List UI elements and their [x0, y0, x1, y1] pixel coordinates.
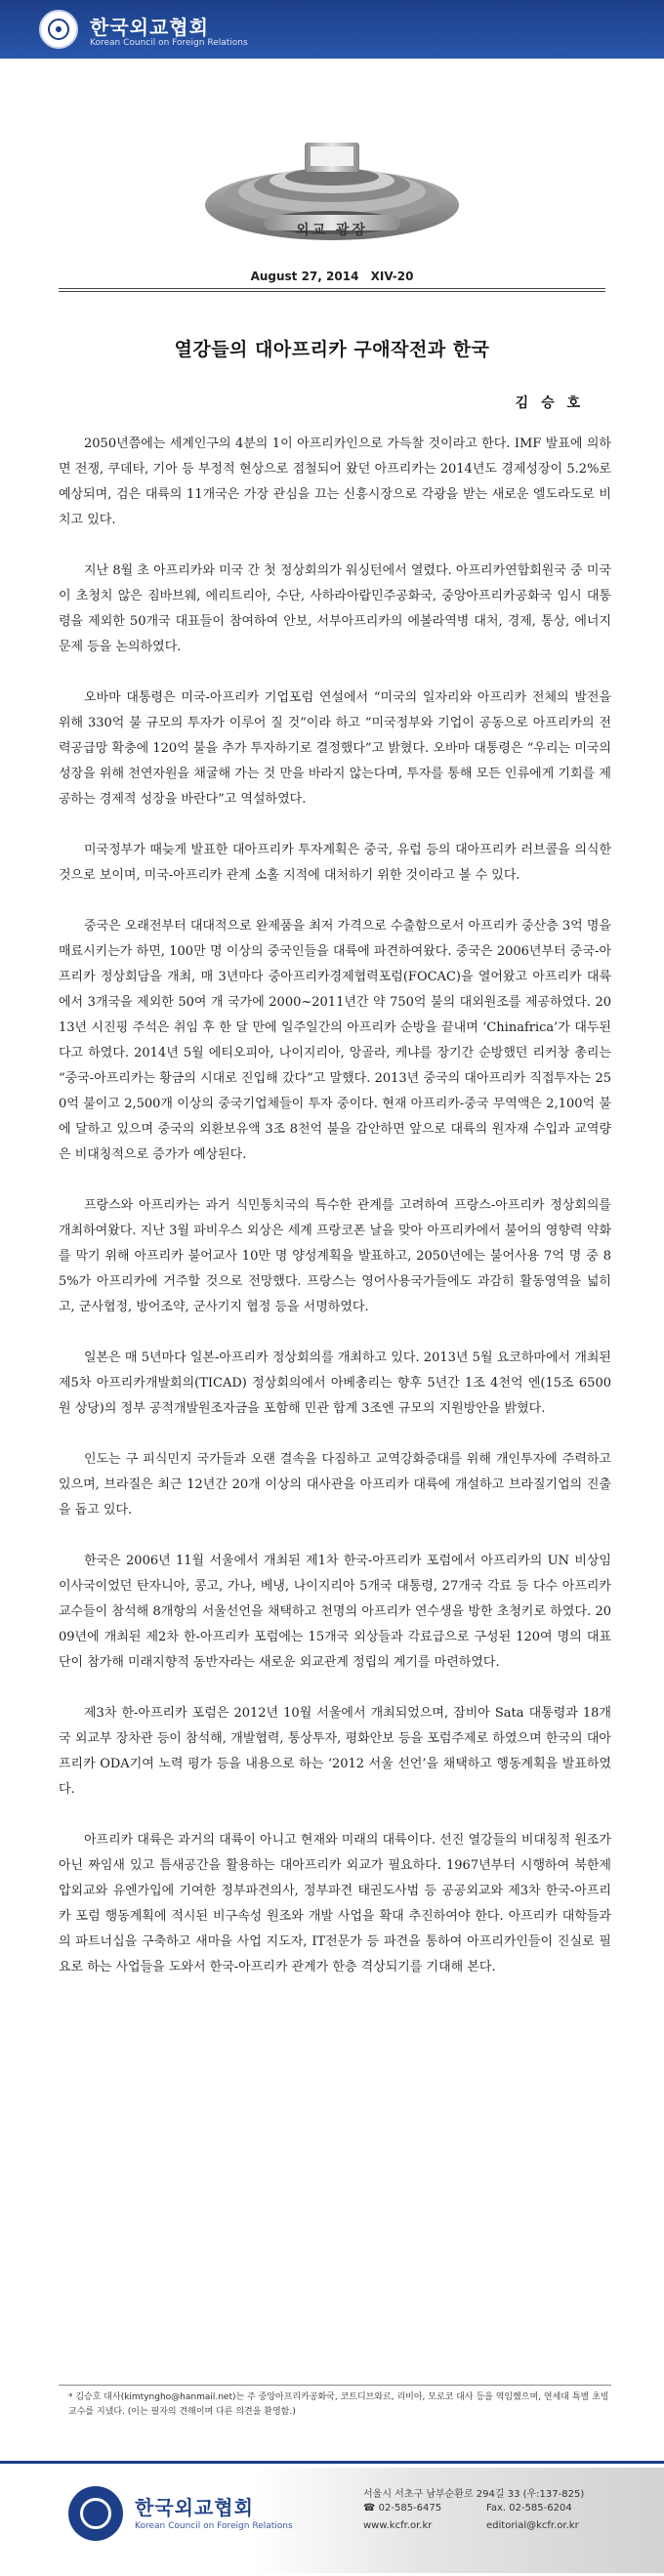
footer-fax: Fax. 02-585-6204: [486, 2503, 572, 2514]
author-name: 김 승 호: [515, 395, 584, 411]
footer-org-name-en: Korean Council on Foreign Relations: [135, 2521, 293, 2531]
org-name-en: Korean Council on Foreign Relations: [90, 38, 248, 48]
paragraph: 아프리카 대륙은 과거의 대륙이 아니고 현재와 미래의 대륙이다. 선진 열강들의 비대칭적 원조가 아닌 짜임새 있고 틈새공간을 활용하는 대아프리카 외교가 필요하다. 1967년부터 시행하여 북한제압외교와 유엔가입에 기여한 정부파견의사, 정부파견 태권도사범 등 공공외교와 제3차 한국-아프리카 포럼 행동계획에 적시된 비구속성 원조와 개발 사업을 확대 추진하여야 한다. 아프리카 대학들과의 파트너십을 구축하고 새마을 사업 지도자, IT전문가 등 파견을 통하여 아프리카인들이 진실로 필요로 하는 사업들을 도와서 한국-아프리카 관계가 한층 격상되기를 기대해 본다.: [59, 1833, 611, 1974]
divider: [59, 291, 605, 292]
issue-line: [0, 270, 664, 283]
footer-website-link[interactable]: www.kcfr.or.kr: [363, 2520, 433, 2531]
article-body: [59, 432, 611, 2006]
footer-org-seal-icon: [68, 2486, 123, 2541]
paragraph: 프랑스와 아프리카는 과거 식민통치국의 특수한 관계를 고려하여 프랑스-아프리카 정상회의를 개최하여왔다. 지난 3월 파비우스 외상은 세계 프랑코폰 날을 맞아 아프리카에서 불어의 영향력 약화를 막기 위해 아프리카 불어교사 10만 명 양성계획을 발표하고, 2050년에는 불어사용 7억 명 중 85%가 아프리카에 거주할 것으로 전망했다. 프랑스는 영어사용국가들에도 과감히 활동영역을 넓히고, 군사협정, 방어조약, 군사기지 협정 등을 서명하였다.: [59, 1198, 611, 1314]
paragraph: 오바마 대통령은 미국-아프리카 기업포럼 연설에서 “미국의 일자리와 아프리카 전체의 발전을 위해 330억 불 규모의 투자가 이루어 질 것”이라 하고 “미국정부와 기업이 공동으로 아프리카의 전력공급망 확충에 120억 불을 추가 투자하기로 결정했다”고 밝혔다. 오바마 대통령은 “우리는 미국의 성장을 위해 천연자원을 채굴해 가는 것 만을 바라지 않는다며, 투자를 통해 모든 인류에게 기회를 제공하는 경제적 성장을 바란다”고 역설하였다.: [59, 690, 611, 807]
paragraph: 미국정부가 때늦게 발표한 대아프리카 투자계획은 중국, 유럽 등의 대아프리카 러브콜을 의식한 것으로 보이며, 미국-아프리카 관계 소홀 지적에 대처하기 위한 것이라고 볼 수 있다.: [59, 843, 611, 883]
divider: [59, 2385, 611, 2386]
footer-email-link[interactable]: editorial@kcfr.or.kr: [486, 2520, 579, 2531]
paragraph: 한국은 2006년 11월 서울에서 개최된 제1차 한국-아프리카 포럼에서 아프리카의 UN 비상임이사국이었던 탄자니아, 콩고, 가나, 베냉, 나이지리아 5개국 대통령, 27개국 각료 등 다수 아프리카 교수들이 참석해 8개항의 서울선언을 채택하고 천명의 아프리카 연수생을 방한 초청키로 하였다. 2009년에 개최된 제2차 한-아프리카 포럼에는 15개국 외상들과 각료급으로 구성된 120여 명의 대표단이 참가해 미래지향적 동반자라는 새로운 외교관계 정립의 계기를 마련하였다.: [59, 1554, 611, 1670]
paragraph: 일본은 매 5년마다 일본-아프리카 정상회의를 개최하고 있다. 2013년 5월 요코하마에서 개최된 제5차 아프리카개발회의(TICAD) 정상회의에서 아베총리는 향후 5년간 1조 4천억 엔(15조 6500원 상당)의 정부 공적개발원조자금을 포함해 민관 합계 3조엔 규모의 지원방안을 밝혔다.: [59, 1350, 611, 1416]
divider: [59, 288, 605, 289]
paragraph: 지난 8월 초 아프리카와 미국 간 첫 정상회의가 워싱턴에서 열렸다. 아프리카연합회원국 중 미국이 초청치 않은 짐바브웨, 에리트리아, 수단, 사하라아랍민주공화국, 중앙아프리카공화국 임시 대통령을 제외한 50개국 대표들이 참여하여 안보, 서부아프리카의 에볼라역병 대처, 경제, 통상, 에너지 문제 등을 논의하였다.: [59, 563, 611, 654]
paragraph: 2050년쯤에는 세계인구의 4분의 1이 아프리카인으로 가득찰 것이라고 한다. IMF 발표에 의하면 전쟁, 쿠데타, 기아 등 부정적 현상으로 점철되어 왔던 아프리카는 2014년도 경제성장이 5.2%로 예상되며, 검은 대륙의 11개국은 가장 관심을 끄는 신흥시장으로 각광을 받는 새로운 엘도라도로 비치고 있다.: [59, 436, 611, 527]
column-title: 외교 광장: [296, 223, 368, 238]
paragraph: 중국은 오래전부터 대대적으로 완제품을 최저 가격으로 수출함으로서 아프리카 중산층 3억 명을 매료시키는가 하면, 100만 명 이상의 중국인들을 대륙에 파견하여왔다. 중국은 2006년부터 중국-아프리카 정상회담을 개최, 매 3년마다 중아프리카경제협력포럼(FOCAC)을 열어왔고 아프리카 대륙에서 3개국을 제외한 50여 개 국가에 2000~2011년간 약 750억 불의 대외원조를 제공하였다. 2013년 시진핑 주석은 취임 후 한 달 만에 일주일간의 아프리카 순방을 끝내며 ‘Chinafrica’가 대두된다고 하였다. 2014년 5월 에티오피아, 나이지리아, 앙골라, 케냐를 장기간 순방했던 리커창 총리는 “중국-아프리카는 황금의 시대로 진입해 갔다”고 말했다. 2013년 중국의 대아프리카 직접투자는 250억 불이고 2,500개 이상의 중국기업체들이 투자 중이다. 현재 아프리카-중국 무역액은 2,100억 불에 달하고 있으며 중국의 외환보유액 3조 8천억 불을 감안하면 앞으로 대륙의 원자재 수입과 교역량은 비대칭적으로 증가가 예상된다.: [59, 919, 611, 1162]
paragraph: 제3차 한-아프리카 포럼은 2012년 10월 서울에서 개최되었으며, 잠비아 Sata 대통령과 18개국 외교부 장차관 등이 참석해, 개발협력, 통상투자, 평화안보 등을 포럼주제로 하였으며 한국의 대아프리카 ODA기여 노력 평가 등을 내용으로 하는 ‘2012 서울 선언’을 채택하고 행동계획을 발표하였다.: [59, 1706, 611, 1797]
footer-org-name-ko: 한국외교협회: [135, 2496, 254, 2519]
paragraph: 인도는 구 피식민지 국가들과 오랜 결속을 다짐하고 교역강화증대를 위해 개인투자에 주력하고 있으며, 브라질은 최근 12년간 20개 이상의 대사관을 아프리카 대륙에 개설하고 브라질기업의 진출을 돕고 있다.: [59, 1452, 611, 1517]
author-footnote: * 김승호 대사(kimtyngho@hanmail.net)는 주 중앙아프리카공화국, 코트디브와르, 리비아, 모로코 대사 등을 역임했으며, 연세대 특별 초빙교수를 지냈다. (이는 필자의 견해이며 다른 의견을 환영함.): [68, 2392, 609, 2417]
footer-phone: ☎ 02-585-6475: [363, 2503, 442, 2514]
org-seal-icon: [39, 10, 78, 49]
footer-contact: [254, 2468, 664, 2573]
footer-address: 서울시 서초구 남부순환로 294길 33 (우:137-825): [363, 2489, 585, 2500]
org-name-ko: 한국외교협회: [90, 16, 209, 39]
issue-date: August 27, 2014: [250, 270, 359, 283]
article-title: 열강들의 대아프리카 구애작전과 한국: [174, 339, 490, 360]
issue-number: XIV-20: [370, 270, 414, 283]
